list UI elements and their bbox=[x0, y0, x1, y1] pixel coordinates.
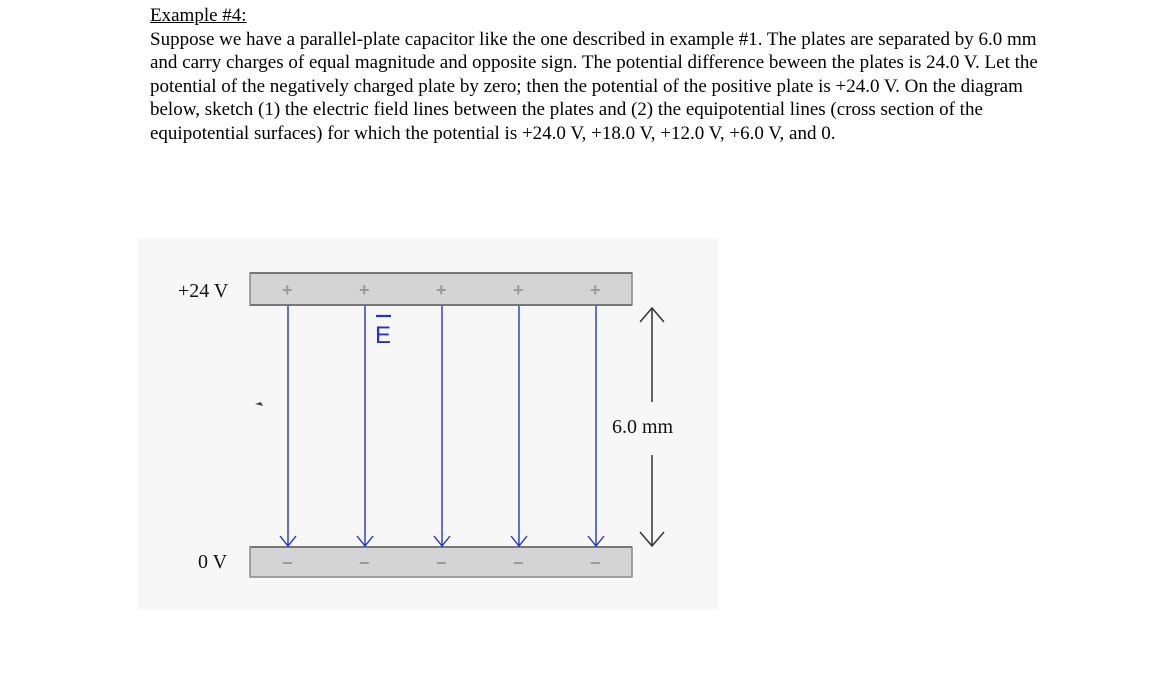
negative-charge-sign: − bbox=[513, 553, 524, 573]
negative-charge-sign: − bbox=[590, 553, 601, 573]
top-plate-voltage-label: +24 V bbox=[178, 280, 229, 302]
negative-charge-sign: − bbox=[282, 553, 293, 573]
field-label: E bbox=[375, 322, 392, 349]
negative-charge-sign: − bbox=[359, 553, 370, 573]
positive-charge-sign: + bbox=[359, 280, 370, 300]
positive-charge-sign: + bbox=[513, 280, 524, 300]
bottom-plate-voltage-label: 0 V bbox=[198, 551, 228, 573]
positive-charge-sign: + bbox=[590, 280, 601, 300]
positive-charge-sign: + bbox=[436, 280, 447, 300]
separation-label: 6.0 mm bbox=[612, 416, 674, 438]
negative-charge-sign: − bbox=[436, 553, 447, 573]
problem-statement: Suppose we have a parallel-plate capacitor like the one described in example #1. The plates are separated by 6.0 mm and carry charges of equal magnitude and opposite sign. The potential difference beween the plates is 24.0 V. Let the potential of the negatively charged plate by zero; then the potential of the positive plate is +24.0 V. On the diagram below, sketch (1) the electric field lines between the plates and (2) the equipotential lines (cross section of the equipotential surfaces) for which the potential is +24.0 V, +18.0 V, +12.0 V, +6.0 V, and 0. bbox=[150, 28, 1038, 144]
example-heading: Example #4: bbox=[150, 5, 247, 26]
positive-charge-sign: + bbox=[282, 280, 293, 300]
